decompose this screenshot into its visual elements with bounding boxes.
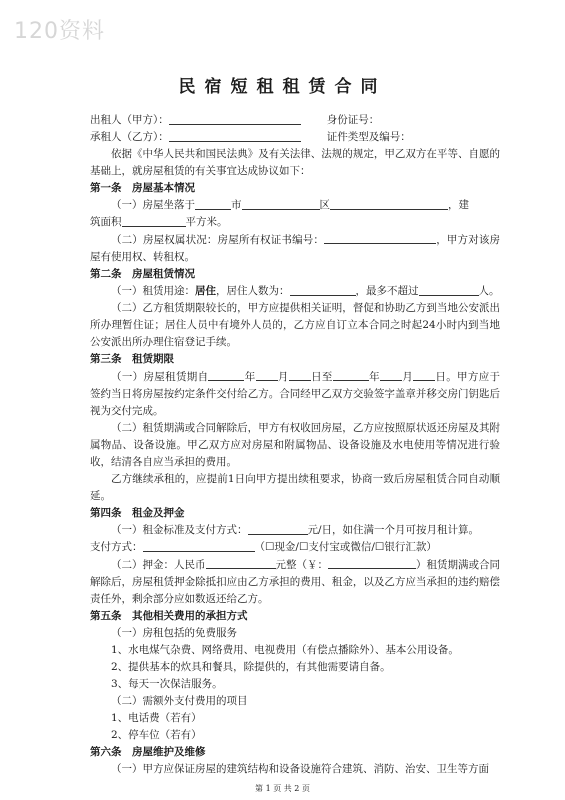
payment-label: 支付方式：: [90, 541, 143, 553]
document-title: 民宿短租租赁合同: [178, 77, 387, 97]
article-5-item: 1、水电煤气杂费、网络费用、电视费用（有偿点播除外）、基本公用设备。: [111, 644, 459, 656]
occupants-field: [290, 283, 356, 296]
lessor-label: 出租人（甲方）：: [90, 114, 169, 126]
certificate-number-field: [324, 231, 436, 244]
start-day-field: [289, 368, 311, 381]
article-2-registration: （二）乙方租赁期限较长的，甲方应提供相关证明，督促和协助乙方到当地公安派出所办理暂住证；居住人员中有境外人员的，乙方应自订立本合同之时起24小时内到当地公安派出所办理住宿登记手续。: [90, 302, 500, 348]
id-number-label: 身份证号：: [326, 114, 380, 126]
deposit-label: （二）押金：人民币: [111, 559, 206, 571]
district-field: [242, 197, 320, 210]
article-1-ownership: [90, 231, 500, 266]
article-3-return: （二）租赁期满或合同解除后，甲方有权收回房屋，乙方应按照原状返还房屋及其附属物品、设备设施。甲乙双方应对房屋和附属物品、设备设施及水电使用等情况进行验收，结清各自应当承担的费用。: [90, 422, 500, 468]
contract-body: [90, 112, 500, 778]
end-day-field: [413, 368, 435, 381]
article-5-item: （二）需额外支付费用的项目: [111, 695, 248, 707]
article-3-renewal: 乙方继续承租的，应提前1日向甲方提出续租要求，协商一致后房屋租赁合同自动顺延。: [90, 473, 500, 502]
lessor-line: [90, 112, 500, 129]
end-month-label: 月: [401, 371, 414, 383]
location-label: （一）房屋坐落于: [111, 199, 195, 211]
city-label: 市: [231, 199, 242, 211]
district-label: 区: [319, 199, 330, 211]
rent-label: （一）租金标准及支付方式：: [111, 524, 248, 536]
article-2-heading: 第二条 房屋租赁情况: [90, 268, 195, 280]
article-3-heading: 第三条 租赁期限: [90, 353, 174, 365]
preamble: 依据《中华人民共和国民法典》及有关法律、法规的规定，甲乙双方在平等、自愿的基础上，就房屋租赁的有关事宜达成协议如下：: [90, 148, 500, 177]
deposit-yuan-label: 元整（￥：: [275, 559, 328, 571]
article-5-item: 1、电话费（若有）: [111, 712, 202, 724]
start-month-field: [256, 368, 278, 381]
max-occupants-label: ，最多不超过: [355, 285, 419, 297]
start-month-label: 月: [277, 371, 289, 383]
ownership-text: ，甲方对该房屋有使用权、转租权。: [90, 234, 501, 263]
lessee-name-field: [169, 129, 301, 142]
address-suffix: ，建: [448, 199, 469, 211]
payment-options: （☐现金/☐支付宝或微信/☐银行汇款）: [254, 541, 437, 553]
article-4-payment: [90, 539, 500, 556]
start-year-label: 年: [244, 371, 256, 383]
ownership-label: （二）房屋权属状况：房屋所有权证书编号：: [111, 234, 325, 246]
usage-label: （一）租赁用途：: [111, 285, 195, 297]
city-field: [195, 197, 231, 210]
deposit-amount-field: [206, 556, 276, 569]
rent-field: [248, 522, 308, 535]
occupants-label: ，居住人数为：: [216, 285, 290, 297]
article-5-item: （一）房租包括的免费服务: [111, 627, 237, 639]
article-6-heading: 第六条 房屋维护及维修: [90, 746, 206, 758]
deposit-figure-field: [328, 556, 416, 569]
article-1-location: [90, 197, 500, 214]
article-3-term: [90, 368, 500, 420]
start-year-field: [208, 368, 244, 381]
end-year-field: [333, 368, 369, 381]
lessee-line: [90, 129, 500, 146]
area-field: [122, 214, 186, 227]
certificate-label: 证件类型及编号：: [326, 131, 411, 143]
deposit-text: ）租赁期满或合同解除后，房屋租赁押金除抵扣应由乙方承担的费用、租金，以及乙方应当承担的违约赔偿责任外，剩余部分应如数返还给乙方。: [90, 559, 500, 605]
area-label: 筑面积: [90, 216, 122, 228]
occupants-unit: 人。: [478, 285, 500, 297]
article-5-item: 3、每天一次保洁服务。: [111, 678, 223, 690]
article-4-rent: [90, 522, 500, 539]
article-2-usage: [90, 283, 500, 300]
end-year-label: 年: [368, 371, 380, 383]
term-label: （一）房屋租赁期自: [111, 371, 209, 383]
page-footer: 第 1 页 共 2 页: [255, 784, 310, 793]
article-5-item: 2、停车位（若有）: [111, 729, 202, 741]
area-unit: 平方米。: [185, 216, 228, 228]
rent-text: 元/日，如住满一个月可按月租计算。: [307, 524, 480, 536]
article-5-item: 2、提供基本的炊具和餐具，除提供的，有其他需要请自备。: [111, 661, 391, 673]
article-4-deposit: [90, 556, 500, 608]
start-day-label: 日至: [310, 371, 333, 383]
article-6-text: （一）甲方应保证房屋的建筑结构和设备设施符合建筑、消防、治安、卫生等方面: [111, 763, 489, 775]
lessor-name-field: [169, 112, 301, 125]
payment-field: [143, 539, 255, 552]
end-month-field: [380, 368, 402, 381]
address-field: [330, 197, 448, 210]
article-1-heading: 第一条 房屋基本情况: [90, 182, 195, 194]
watermark: 120资料: [14, 19, 105, 44]
lessee-label: 承租人（乙方）：: [90, 131, 169, 143]
max-occupants-field: [419, 283, 479, 296]
usage-value: 居住: [195, 285, 216, 297]
article-5-heading: 第五条 其他相关费用的承担方式: [90, 610, 248, 622]
article-1-area: [90, 214, 500, 231]
term-text: 日。甲方应于签约当日将房屋按约定条件交付给乙方。合同经甲乙双方交验签字盖章并移交房门钥匙后视为交付完成。: [90, 371, 501, 417]
article-4-heading: 第四条 租金及押金: [90, 507, 185, 519]
